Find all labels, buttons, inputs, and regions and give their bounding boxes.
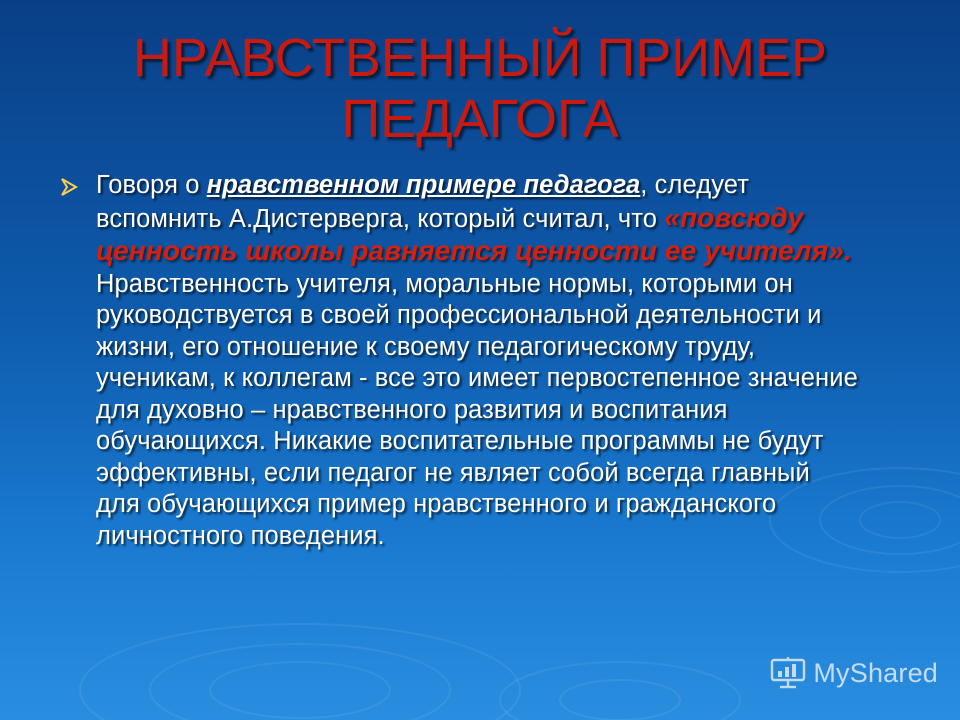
- paragraph-quote: «повсюду ценность школы равняется ценности ее учителя».: [96, 201, 852, 266]
- watermark: [769, 656, 938, 690]
- bullet-item: [58, 170, 858, 552]
- paragraph-after-emphasis: , следует вспомнить А.Дистерверга, который считал, что: [96, 171, 749, 233]
- slide-title-line1: НРАВСТВЕННЫЙ ПРИМЕР: [132, 28, 828, 88]
- paragraph-emphasis: нравственном примере педагога: [206, 171, 641, 199]
- bullet-paragraph: [96, 170, 858, 552]
- watermark-text: MyShared: [813, 657, 938, 688]
- paragraph-rest: Нравственность учителя, моральные нормы, которыми он руководствуется в своей профессиональной деятельности и жизни, его отношение к своему педагогическому труду, ученикам, к коллегам - все это имеет первостепенное значение для духовно – нравственного развития и воспитания обучающихся. Никакие воспитательные программы не будут эффективны, если педагог не являет собой всегда главный для обучающихся пример нравственного и гражданского личностного поведения.: [96, 269, 858, 550]
- paragraph-lead: Говоря о: [96, 171, 207, 199]
- arrow-bullet-icon: [58, 176, 80, 198]
- slide-title: [60, 28, 900, 150]
- slide-title-line2: ПЕДАГОГА: [341, 89, 619, 149]
- presentation-logo-icon: [769, 656, 807, 690]
